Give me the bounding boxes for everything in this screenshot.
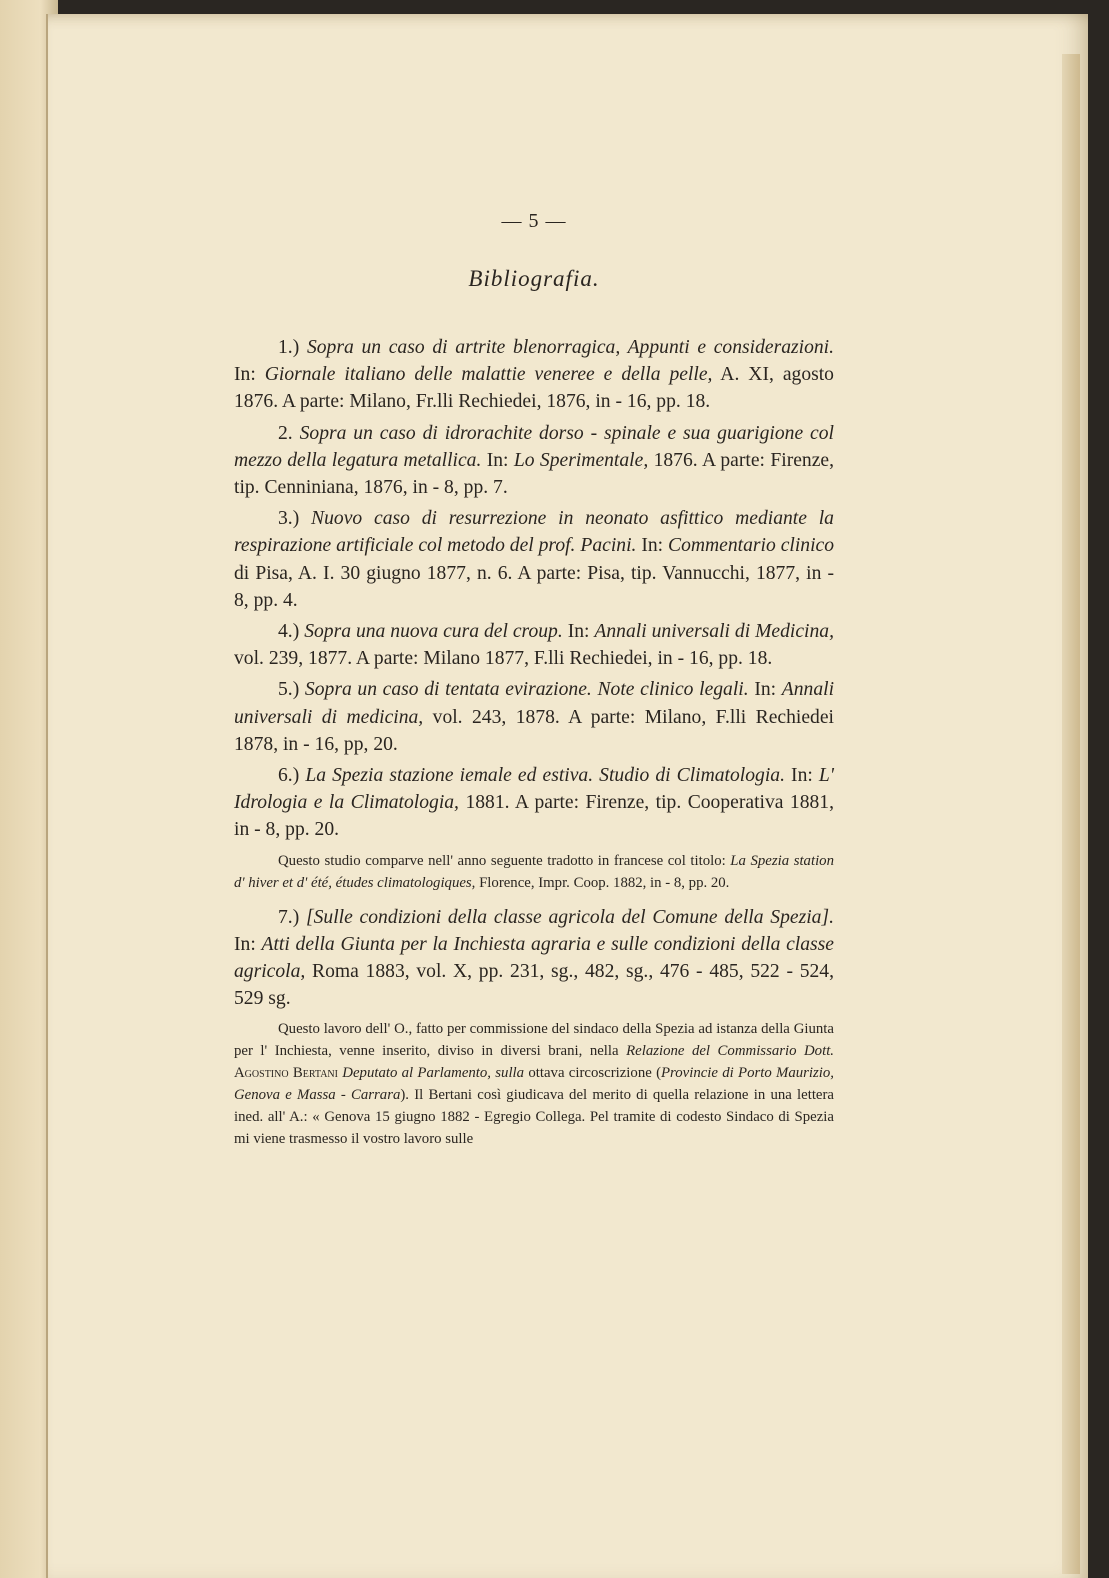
bibliography-entry-7: 7.) [Sulle condizioni della classe agricola del Comune della Spezia]. In: Atti della Giunta per la Inchiesta agraria e sulle condizioni della classe agricola, Roma 1883, vol. X, pp. 231, sg., 482, sg., 476 - 485, 522 - 524, 529 sg. — [234, 906, 834, 1010]
section-title: Bibliografia. — [468, 266, 600, 291]
bibliography-entry-6: 6.) La Spezia stazione iemale ed estiva. Studio di Climatologia. In: L' Idrologia e la Climatologia, 1881. A parte: Firenze, tip. Cooperativa 1881, in - 8, pp. 20. — [234, 765, 835, 841]
entry-6-note: Questo studio comparve nell' anno seguente tradotto in francese col titolo: La Spezia station d' hiver et d' été, études climatologiques, Florence, Impr. Coop. 1882, in - 8, pp. 20. — [234, 852, 834, 891]
bibliography-entry-5: 5.) Sopra un caso di tentata evirazione. Note clinico legali. In: Annali universali di medicina, vol. 243, 1878. A parte: Milano, F.lli Rechiedei 1878, in - 16, pp, 20. — [234, 679, 835, 755]
bibliography-entry-1: 1.) Sopra un caso di artrite blenorragica, Appunti e considerazioni. In: Giornale italiano delle malattie veneree e della pelle, A. XI, agosto 1876. A parte: Milano, Fr.lli Rechiedei, 1876, in - 16, pp. 18. — [234, 337, 835, 413]
bibliography-entry-4: 4.) Sopra una nuova cura del croup. In: Annali universali di Medicina, vol. 239, 1877. A parte: Milano 1877, F.lli Rechiedei, in - 16, pp. 18. — [234, 621, 834, 670]
bibliography-entry-3: 3.) Nuovo caso di resurrezione in neonato asfittico mediante la respirazione artificiale col metodo del prof. Pacini. In: Commentario clinico di Pisa, A. I. 30 giugno 1877, n. 6. A parte: Pisa, tip. Vannucchi, 1877, in - 8, pp. 4. — [234, 508, 835, 611]
page-number: — 5 — — [501, 210, 567, 232]
book-page — [46, 14, 1088, 1578]
bibliography-entry-2: 2. Sopra un caso di idrorachite dorso - spinale e sua guarigione col mezzo della legatura metallica. In: Lo Sperimentale, 1876. A parte: Firenze, tip. Cenniniana, 1876, in - 8, pp. 7. — [234, 422, 835, 499]
page-edge — [1062, 54, 1080, 1574]
entry-7-note: Questo lavoro dell' O., fatto per commissione del sindaco della Spezia ad istanza della Giunta per l' Inchiesta, venne inserito, diviso in diversi brani, nella Relazione del Commissario Dott. Agostino Bertani Deputato al Parlamento, sulla ottava circoscrizione (Provincie di Porto Maurizio, Genova e Massa - Carrara). Il Bertani così giudicava del merito di quella relazione in una lettera ined. all' A.: « Genova 15 giugno 1882 - Egregio Collega. Pel tramite di codesto Sindaco di Spezia mi viene trasmesso il vostro lavoro sulle — [234, 1021, 835, 1148]
bibliography-list — [234, 334, 834, 1160]
